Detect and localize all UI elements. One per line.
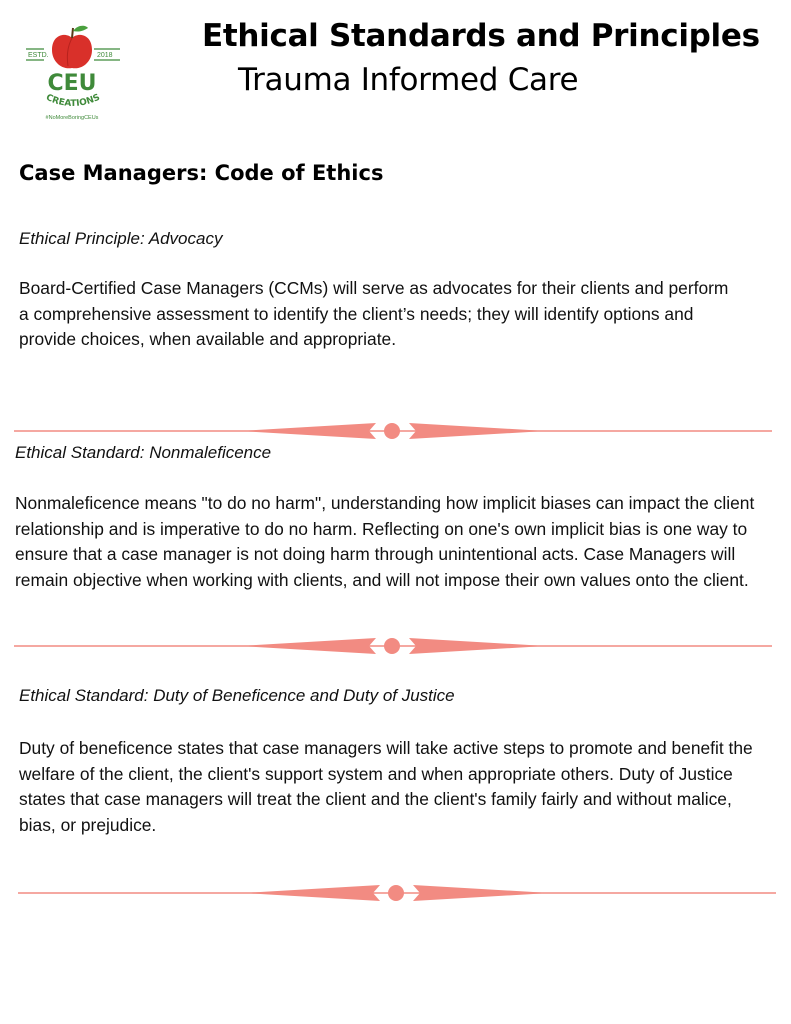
section-title-advocacy: Ethical Principle: Advocacy [19,229,223,248]
estd-label: ESTD. [28,52,49,59]
apple-logo-icon [22,22,126,126]
logo-creations-text: CREATIONS [44,92,102,110]
divider-2 [14,635,772,657]
section-heading: Case Managers: Code of Ethics [19,161,384,185]
logo-hashtag: #NoMoreBoringCEUs [45,115,99,121]
section-title-nonmaleficence: Ethical Standard: Nonmaleficence [15,443,272,462]
divider-1 [14,420,772,442]
estd-year: 2018 [97,52,113,59]
page-title: Ethical Standards and Principles [202,18,760,54]
divider-3 [18,882,776,904]
section-title-beneficence-justice: Ethical Standard: Duty of Beneficence and Duty of Justice [19,686,455,705]
section-body-nonmaleficence: Nonmaleficence means "to do no harm", understanding how implicit biases can impact the client relationship and is imperative to do no harm. Reflecting on one's own implicit bias is one way to ensure that a case manager is not doing harm through unintentional acts. Case Managers will remain objective when working with clients, and will not impose their own values onto the client. [15,493,755,590]
page-subtitle: Trauma Informed Care [238,62,579,98]
logo-ceu-text: CEU [47,71,97,96]
section-body-advocacy: Board-Certified Case Managers (CCMs) will serve as advocates for their clients and perform a comprehensive assessment to identify the client’s needs; they will identify options and provide choices, when available and appropriate. [19,278,729,349]
ceu-creations-logo [22,22,126,126]
section-body-beneficence-justice: Duty of beneficence states that case managers will take active steps to promote and benefit the welfare of the client, the client's support system and when appropriate others. Duty of Justice states that case managers will treat the client and the client's family fairly and without malice, bias, or prejudice. [19,738,753,835]
